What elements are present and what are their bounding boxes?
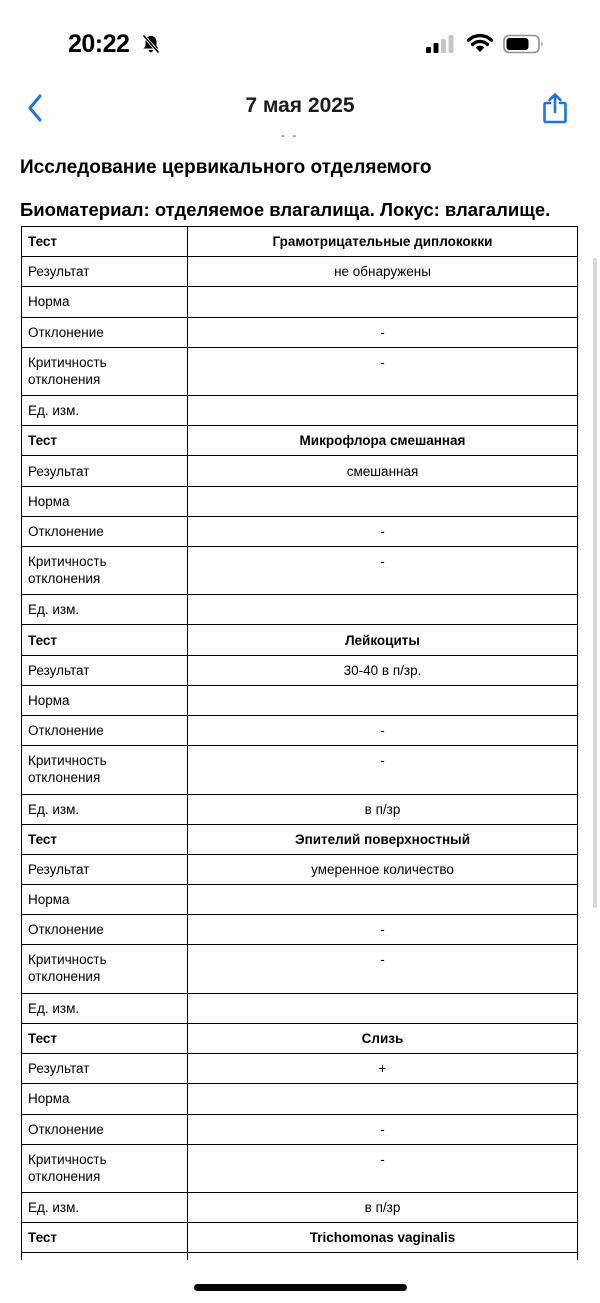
table-row — [22, 824, 578, 854]
table-row — [22, 317, 578, 347]
bottom-area — [0, 1260, 600, 1303]
table-row — [22, 794, 578, 824]
scroll-indicator[interactable] — [593, 258, 597, 908]
table-row — [22, 746, 578, 794]
table-row — [22, 396, 578, 426]
norm-label: Норма — [22, 486, 188, 516]
table-row — [22, 655, 578, 685]
norm-value — [188, 685, 578, 715]
deviation-value: - — [188, 516, 578, 546]
table-row — [22, 347, 578, 395]
criticality-value: - — [188, 546, 578, 594]
status-bar — [0, 0, 600, 80]
table-row — [22, 915, 578, 945]
criticality-label: Критичность отклонения — [22, 546, 188, 594]
battery-icon — [503, 34, 545, 54]
document-heading: Исследование цервикального отделяемого — [20, 157, 432, 178]
criticality-label: Критичность отклонения — [22, 746, 188, 794]
norm-value — [188, 287, 578, 317]
deviation-value: - — [188, 716, 578, 746]
norm-label: Норма — [22, 685, 188, 715]
table-row — [22, 1054, 578, 1084]
deviation-label: Отклонение — [22, 516, 188, 546]
unit-label: Ед. изм. — [22, 1192, 188, 1222]
test-name: Лейкоциты — [188, 625, 578, 655]
norm-label: Норма — [22, 885, 188, 915]
table-row — [22, 595, 578, 625]
table-row — [22, 625, 578, 655]
result-label: Результат — [22, 257, 188, 287]
share-button[interactable] — [538, 90, 572, 126]
table-row — [22, 227, 578, 257]
unit-value: в п/зр — [188, 794, 578, 824]
unit-label: Ед. изм. — [22, 396, 188, 426]
test-label: Тест — [22, 1223, 188, 1253]
deviation-value: - — [188, 317, 578, 347]
table-row — [22, 854, 578, 884]
table-row — [22, 1144, 578, 1192]
unit-label: Ед. изм. — [22, 993, 188, 1023]
norm-label: Норма — [22, 287, 188, 317]
table-row — [22, 426, 578, 456]
result-value: смешанная — [188, 456, 578, 486]
table-row — [22, 993, 578, 1023]
norm-label: Норма — [22, 1084, 188, 1114]
table-row — [22, 1223, 578, 1253]
unit-value — [188, 993, 578, 1023]
document-subheading: Биоматериал: отделяемое влагалища. Локус: влагалище. — [20, 199, 551, 220]
signal-icon — [426, 34, 456, 54]
table-row — [22, 456, 578, 486]
table-row — [22, 1114, 578, 1144]
test-name: Эпителий поверхностный — [188, 824, 578, 854]
test-name: Trichomonas vaginalis — [188, 1223, 578, 1253]
table-row — [22, 1023, 578, 1053]
criticality-label: Критичность отклонения — [22, 347, 188, 395]
table-row — [22, 486, 578, 516]
results-table — [21, 226, 578, 1287]
deviation-value: - — [188, 915, 578, 945]
test-label: Тест — [22, 1023, 188, 1053]
result-label: Результат — [22, 456, 188, 486]
criticality-value: - — [188, 347, 578, 395]
table-row — [22, 287, 578, 317]
deviation-value: - — [188, 1114, 578, 1144]
norm-value — [188, 486, 578, 516]
home-indicator[interactable] — [194, 1284, 407, 1291]
table-row — [22, 685, 578, 715]
unit-label: Ед. изм. — [22, 595, 188, 625]
result-label: Результат — [22, 655, 188, 685]
unit-value — [188, 396, 578, 426]
page-title: 7 мая 2025 — [245, 94, 355, 117]
share-icon — [542, 92, 568, 124]
deviation-label: Отклонение — [22, 1114, 188, 1144]
norm-value — [188, 885, 578, 915]
status-time: 20:22 — [68, 30, 130, 58]
table-row — [22, 257, 578, 287]
result-value: умеренное количество — [188, 854, 578, 884]
test-label: Тест — [22, 824, 188, 854]
table-row — [22, 885, 578, 915]
result-value: 30-40 в п/зр. — [188, 655, 578, 685]
unit-value — [188, 595, 578, 625]
result-label: Результат — [22, 1054, 188, 1084]
table-row — [22, 945, 578, 993]
table-row — [22, 516, 578, 546]
result-label: Результат — [22, 854, 188, 884]
criticality-label: Критичность отклонения — [22, 1144, 188, 1192]
criticality-label: Критичность отклонения — [22, 945, 188, 993]
table-row — [22, 1192, 578, 1222]
navigation-bar — [0, 80, 600, 136]
criticality-value: - — [188, 945, 578, 993]
table-row — [22, 716, 578, 746]
wifi-icon — [466, 32, 494, 54]
table-row — [22, 546, 578, 594]
page-indicator-dots: - - — [281, 128, 299, 142]
criticality-value: - — [188, 1144, 578, 1192]
test-name: Микрофлора смешанная — [188, 426, 578, 456]
test-label: Тест — [22, 227, 188, 257]
deviation-label: Отклонение — [22, 915, 188, 945]
test-label: Тест — [22, 426, 188, 456]
test-name: Грамотрицательные диплококки — [188, 227, 578, 257]
deviation-label: Отклонение — [22, 317, 188, 347]
test-label: Тест — [22, 625, 188, 655]
bell-slash-icon — [141, 34, 161, 54]
deviation-label: Отклонение — [22, 716, 188, 746]
table-row — [22, 1084, 578, 1114]
result-value: + — [188, 1054, 578, 1084]
unit-label: Ед. изм. — [22, 794, 188, 824]
test-name: Слизь — [188, 1023, 578, 1053]
result-value: не обнаружены — [188, 257, 578, 287]
unit-value: в п/зр — [188, 1192, 578, 1222]
norm-value — [188, 1084, 578, 1114]
criticality-value: - — [188, 746, 578, 794]
